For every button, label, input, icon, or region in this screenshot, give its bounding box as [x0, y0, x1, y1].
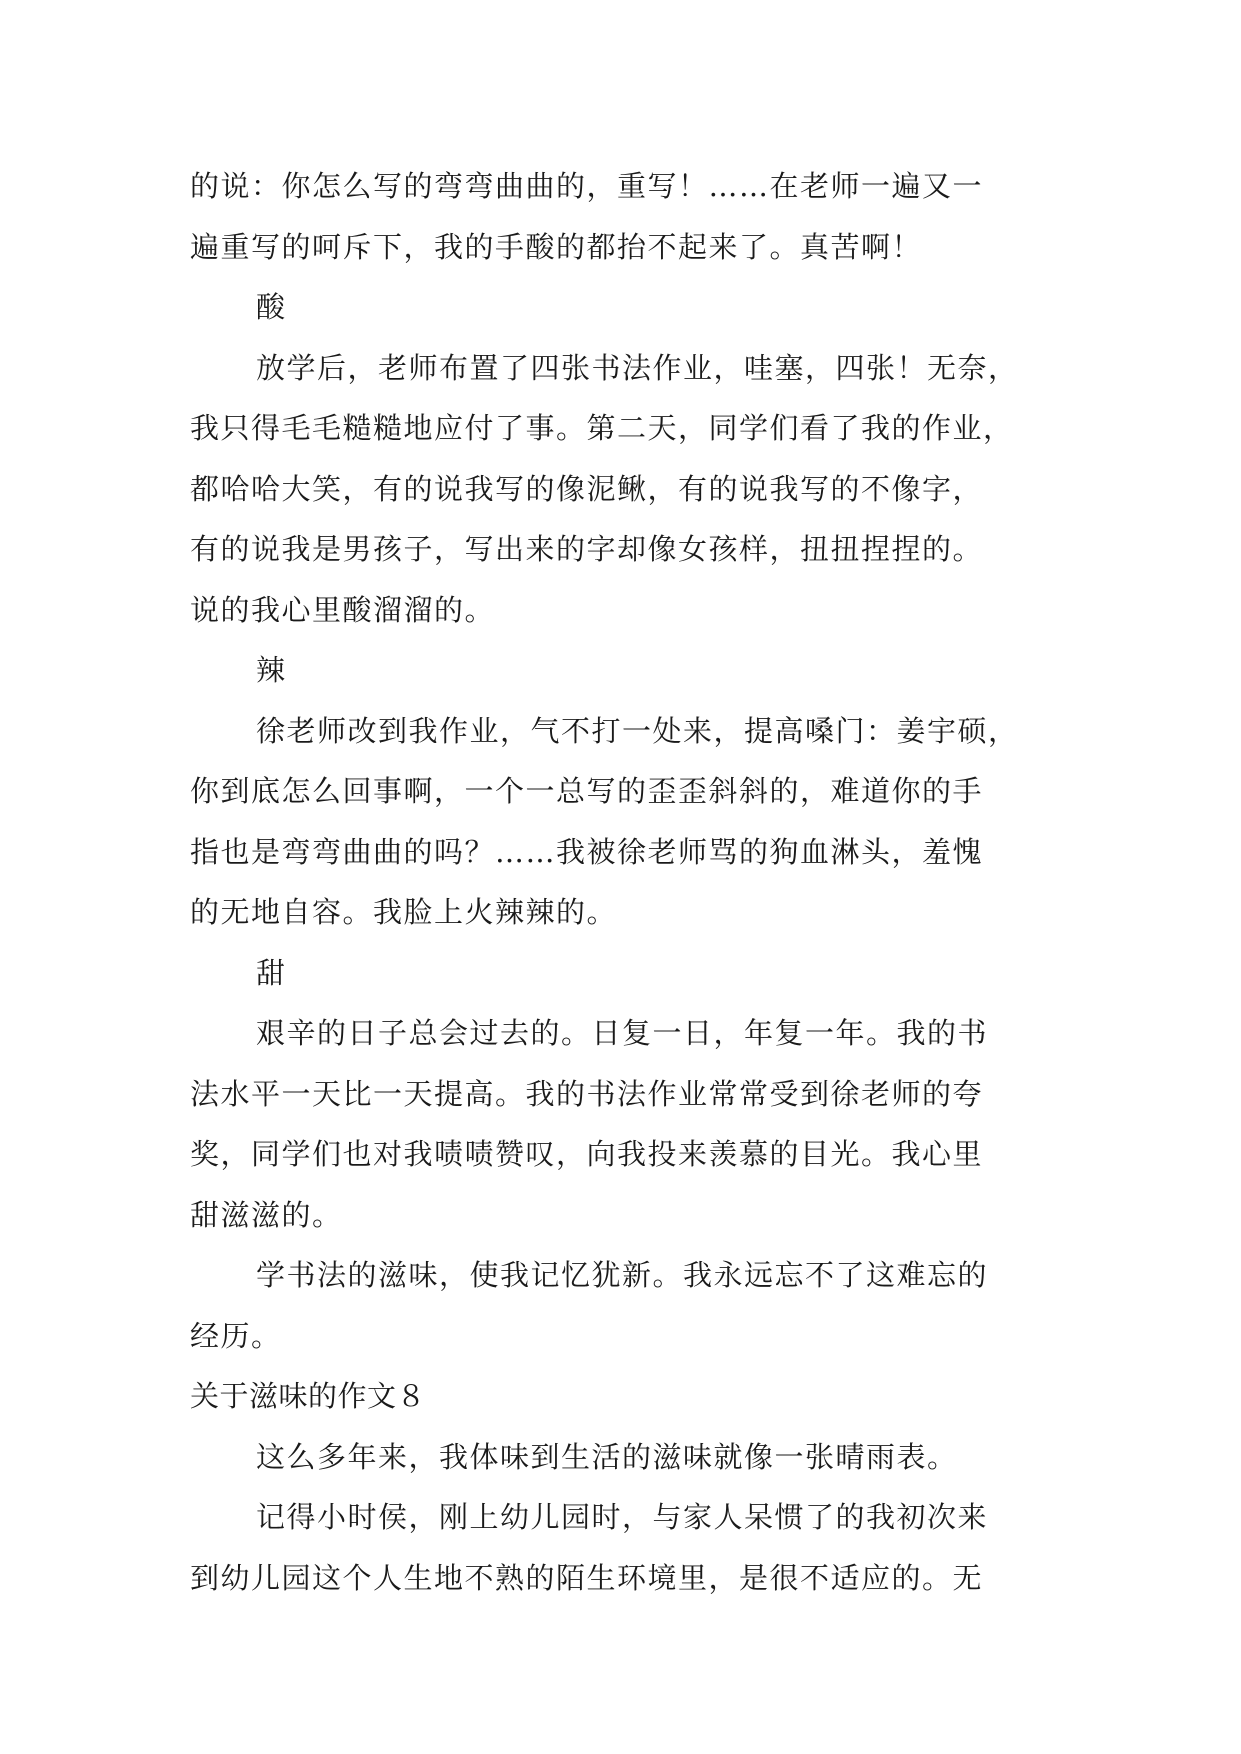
text-line: 法水平一天比一天提高。我的书法作业常常受到徐老师的夸 [190, 1076, 984, 1111]
text-line: 甜滋滋的。 [190, 1197, 343, 1232]
text-line: 艰辛的日子总会过去的。日复一日，年复一年。我的书 [256, 1016, 989, 1050]
text-line: 徐老师改到我作业，气不打一处来，提高嗓门：姜宇硕， [256, 713, 1019, 748]
text-line: 放学后，老师布置了四张书法作业，哇塞，四张！无奈， [256, 350, 1019, 385]
text-line: 的说：你怎么写的弯弯曲曲的，重写！……在老师一遍又一 [190, 169, 984, 203]
text-line: 指也是弯弯曲曲的吗？……我被徐老师骂的狗血淋头，羞愧 [190, 834, 984, 869]
text-line: 说的我心里酸溜溜的。 [190, 592, 496, 627]
text-line: 都哈哈大笑，有的说我写的像泥鳅，有的说我写的不像字， [190, 471, 984, 506]
text-line: 这么多年来，我体味到生活的滋味就像一张晴雨表。 [256, 1439, 958, 1474]
text-line: 有的说我是男孩子，写出来的字却像女孩样，扭扭捏捏的。 [190, 532, 984, 566]
section-heading-spicy: 辣 [256, 653, 287, 687]
text-line: 经历。 [190, 1318, 282, 1353]
text-line: 我只得毛毛糙糙地应付了事。第二天，同学们看了我的作业， [190, 411, 1014, 445]
text-line: 你到底怎么回事啊，一个一总写的歪歪斜斜的，难道你的手 [190, 774, 984, 808]
section-heading-sweet: 甜 [256, 955, 287, 990]
essay-title: 关于滋味的作文８ [190, 1379, 427, 1413]
text-line: 记得小时侯，刚上幼儿园时，与家人呆惯了的我初次来 [256, 1500, 989, 1534]
document-body [190, 156, 1070, 1608]
text-line: 奖，同学们也对我啧啧赞叹，向我投来羡慕的目光。我心里 [190, 1137, 984, 1171]
text-line: 到幼儿园这个人生地不熟的陌生环境里，是很不适应的。无 [190, 1560, 984, 1595]
section-heading-sour: 酸 [256, 290, 287, 324]
text-line: 学书法的滋味，使我记忆犹新。我永远忘不了这难忘的 [256, 1258, 989, 1292]
text-line: 遍重写的呵斥下，我的手酸的都抬不起来了。真苦啊！ [190, 229, 923, 264]
text-line: 的无地自容。我脸上火辣辣的。 [190, 895, 618, 929]
